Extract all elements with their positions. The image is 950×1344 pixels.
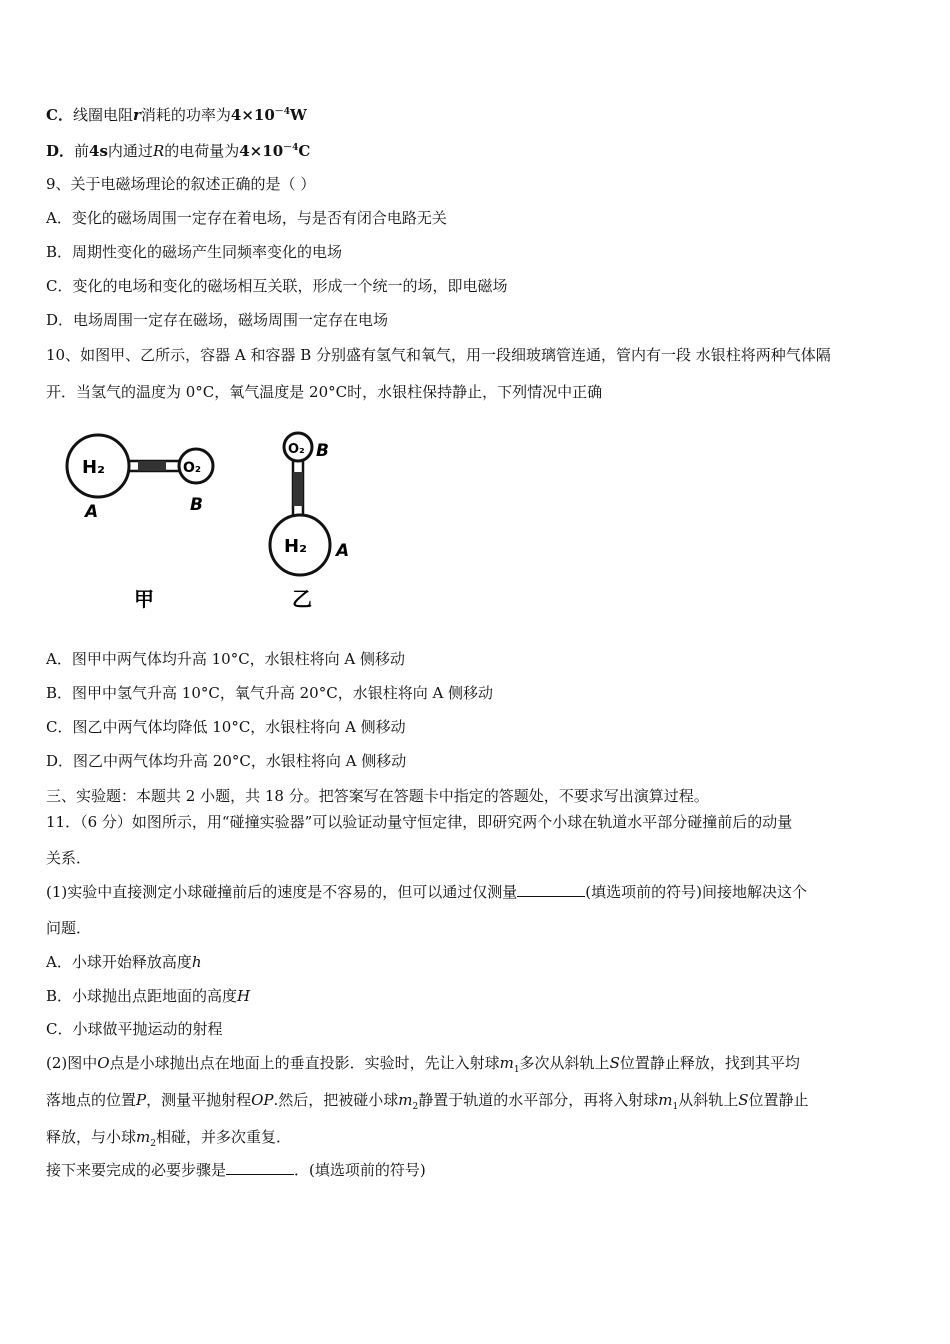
q11-stem-line2: 关系． [46,849,92,867]
q11-part2-line2: 落地点的位置P，测量平抛射程OP.然后，把被碰小球$m_2$静置于轨道的水平部分，再将入射球$m_1$从斜轨上S位置静止 [46,1091,809,1112]
mercury-column-yi [293,472,303,506]
figure-jia [67,435,213,611]
q10-option-c: C．图乙中两气体均降低 10°C，水银柱将向 A 侧移动 [46,718,406,736]
label-b-jia: B [190,495,203,515]
q11-stem-line1: 11．（6 分）如图所示，用“碰撞实验器”可以验证动量守恒定律，即研究两个小球在轨道水平部分碰撞前后的动量 [46,813,793,831]
q11-part1-line2: 问题． [46,919,92,937]
q10-option-b: B．图甲中氢气升高 10°C，氧气升高 20°C，水银柱将向 A 侧移动 [46,684,494,702]
q8-option-d: D．前4s内通过R的电荷量为$4\times 10^{-4}C$ [46,142,311,160]
answer-blank-1 [517,882,585,897]
q9-option-d: D．电场周围一定存在磁场，磁场周围一定存在电场 [46,311,389,329]
caption-yi: 乙 [292,587,312,611]
label-a-jia: A [85,502,99,522]
o2-label-yi: O₂ [288,442,305,457]
q11-part2-line4: 接下来要完成的必要步骤是 ．(填选项前的符号) [46,1161,426,1179]
q11-option-c: C．小球做平抛运动的射程 [46,1020,223,1038]
o2-label-jia: O₂ [183,460,202,476]
q11-part1-line1: (1)实验中直接测定小球碰撞前后的速度是不容易的，但可以通过仅测量 (填选项前的符号)间接地解决这个 [46,883,807,901]
q10-stem-line2: 开．当氢气的温度为 0°C，氧气温度是 20°C时，水银柱保持静止，下列情况中正确 [46,383,603,401]
gas-container-figure [60,420,380,620]
q10-option-a: A．图甲中两气体均升高 10°C，水银柱将向 A 侧移动 [46,650,406,668]
caption-jia: 甲 [134,587,154,611]
q9-option-c: C．变化的电场和变化的磁场相互关联，形成一个统一的场，即电磁场 [46,277,508,295]
q8-option-c: C．线圈电阻r消耗的功率为$4\times 10^{-4}W$ [46,106,307,124]
label-a-yi: A [336,541,350,561]
q11-part2-line3: 释放，与小球$m_2$相碰，并多次重复． [46,1128,291,1149]
q11-part2-line1: (2)图中O点是小球抛出点在地面上的垂直投影．实验时，先让入射球$m_1$多次从斜轨上S位置静止释放，找到其平均 [46,1054,800,1075]
figure-yi [270,433,349,611]
q11-option-a: A．小球开始释放高度h [46,953,202,971]
h2-label-yi: H₂ [284,536,307,557]
label-b-yi: B [316,441,329,461]
mercury-column-jia [138,461,166,471]
section-3-heading: 三、实验题：本题共 2 小题，共 18 分。把答案写在答题卡中指定的答题处，不要求写出演算过程。 [46,787,709,805]
q10-option-d: D．图乙中两气体均升高 20°C，水银柱将向 A 侧移动 [46,752,407,770]
q9-option-a: A．变化的磁场周围一定存在着电场，与是否有闭合电路无关 [46,209,447,227]
q10-stem-line1: 10、如图甲、乙所示，容器 A 和容器 B 分别盛有氢气和氧气，用一段细玻璃管连通，管内有一段 水银柱将两种气体隔 [46,346,831,364]
q9-option-b: B．周期性变化的磁场产生同频率变化的电场 [46,243,343,261]
h2-label-jia: H₂ [82,457,105,478]
q11-option-b: B．小球抛出点距地面的高度H [46,987,251,1005]
q9-stem: 9、关于电磁场理论的叙述正确的是（ ） [46,175,316,193]
answer-blank-2 [226,1160,294,1175]
